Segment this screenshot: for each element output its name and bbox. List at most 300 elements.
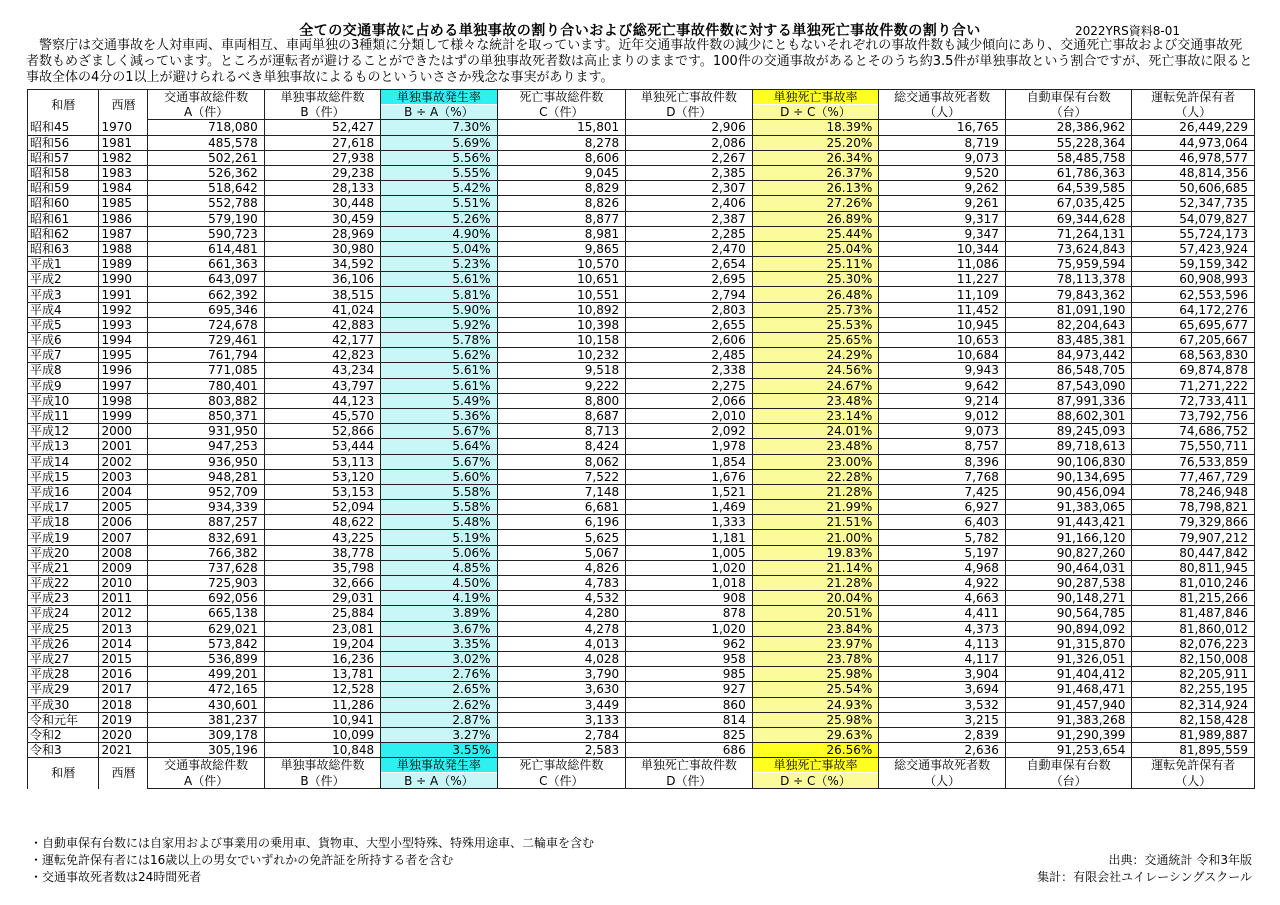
table-cell: 2,092 <box>626 424 753 439</box>
table-cell: 5,197 <box>879 545 1006 560</box>
table-cell: 90,148,271 <box>1005 591 1132 606</box>
table-cell: 931,950 <box>148 424 264 439</box>
table-cell: 761,794 <box>148 348 264 363</box>
table-cell: 2,086 <box>626 135 753 150</box>
table-cell: 2.65% <box>381 682 497 697</box>
table-cell: 6,196 <box>497 515 626 530</box>
cell-wareki: 平成3 <box>28 287 99 302</box>
table-cell: 88,602,301 <box>1005 408 1132 423</box>
table-cell: 19,204 <box>264 636 380 651</box>
table-cell: 81,989,887 <box>1132 727 1255 742</box>
cell-seireki: 2021 <box>99 743 148 758</box>
table-cell: 25.11% <box>752 257 879 272</box>
table-cell: 59,159,342 <box>1132 257 1255 272</box>
table-row <box>28 181 1255 196</box>
header-single-fatal-rate: 単独死亡事故率 <box>752 90 879 105</box>
table-cell: 2,387 <box>626 211 753 226</box>
table-cell: 9,943 <box>879 363 1006 378</box>
table-cell: 26.37% <box>752 165 879 180</box>
table-cell: 1,020 <box>626 621 753 636</box>
footer-header-unit: （台） <box>1005 773 1132 788</box>
table-cell: 11,109 <box>879 287 1006 302</box>
table-cell: 42,823 <box>264 348 380 363</box>
table-cell: 24.01% <box>752 424 879 439</box>
table-cell: 38,515 <box>264 287 380 302</box>
table-cell: 4,280 <box>497 606 626 621</box>
table-cell: 1,333 <box>626 515 753 530</box>
cell-wareki: 昭和58 <box>28 165 99 180</box>
table-cell: 21.28% <box>752 484 879 499</box>
table-cell: 3,904 <box>879 667 1006 682</box>
table-cell: 737,628 <box>148 560 264 575</box>
table-cell: 82,205,911 <box>1132 667 1255 682</box>
intro-text: 警察庁は交通事故を人対車両、車両相互、車両単独の3種類に分類して様々な統計を取っています。近年交通事故件数の減少にともないそれぞれの事故件数も減少傾向にあり、交通死亡事故および交通事故死者数もめざましく減っています。ところが運転者が避けることができたはずの単独事故死者数は高止まりのままです。100件の交通事故があるとそのうち約3.5件が単独事故という割合ですが、死亡事故に限ると事故全体の4分の1以上が避けられるべき単独事故によるものといういささか残念な事実があります。 <box>26 38 1253 85</box>
table-cell: 53,120 <box>264 469 380 484</box>
table-cell: 11,286 <box>264 697 380 712</box>
footer-header-seireki: 西暦 <box>99 758 148 788</box>
cell-wareki: 平成19 <box>28 530 99 545</box>
intro-paragraph <box>26 38 1254 86</box>
table-cell: 25,884 <box>264 606 380 621</box>
table-cell: 90,564,785 <box>1005 606 1132 621</box>
table-cell: 52,094 <box>264 500 380 515</box>
table-cell: 9,214 <box>879 393 1006 408</box>
cell-seireki: 2013 <box>99 621 148 636</box>
table-cell: 2,406 <box>626 196 753 211</box>
table-cell: 25.54% <box>752 682 879 697</box>
table-cell: 11,452 <box>879 302 1006 317</box>
table-cell: 78,113,378 <box>1005 272 1132 287</box>
cell-wareki: 平成26 <box>28 636 99 651</box>
table-cell: 5.58% <box>381 484 497 499</box>
table-cell: 84,973,442 <box>1005 348 1132 363</box>
table-cell: 50,606,685 <box>1132 181 1255 196</box>
table-cell: 1,181 <box>626 530 753 545</box>
table-cell: 10,398 <box>497 317 626 332</box>
table-cell: 665,138 <box>148 606 264 621</box>
footer-header-unit: A（件） <box>148 773 264 788</box>
cell-wareki: 平成9 <box>28 378 99 393</box>
table-cell: 4,117 <box>879 651 1006 666</box>
table-row <box>28 257 1255 272</box>
table-cell: 43,797 <box>264 378 380 393</box>
table-cell: 9,347 <box>879 226 1006 241</box>
table-cell: 9,518 <box>497 363 626 378</box>
table-cell: 502,261 <box>148 150 264 165</box>
cell-seireki: 1986 <box>99 211 148 226</box>
table-cell: 82,255,195 <box>1132 682 1255 697</box>
table-cell: 53,444 <box>264 439 380 454</box>
cell-seireki: 1970 <box>99 120 148 135</box>
cell-wareki: 昭和60 <box>28 196 99 211</box>
table-cell: 579,190 <box>148 211 264 226</box>
table-cell: 57,423,924 <box>1132 241 1255 256</box>
table-cell: 5.55% <box>381 165 497 180</box>
cell-seireki: 2018 <box>99 697 148 712</box>
table-cell: 5.42% <box>381 181 497 196</box>
document-code: 2022YRS資料8-01 <box>1074 24 1180 38</box>
table-cell: 4,113 <box>879 636 1006 651</box>
table-cell: 26.56% <box>752 743 879 758</box>
table-cell: 91,383,065 <box>1005 500 1132 515</box>
table-cell: 8,981 <box>497 226 626 241</box>
table-row <box>28 196 1255 211</box>
table-cell: 89,245,093 <box>1005 424 1132 439</box>
table-cell: 686 <box>626 743 753 758</box>
table-cell: 30,459 <box>264 211 380 226</box>
table-row <box>28 560 1255 575</box>
table-cell: 10,684 <box>879 348 1006 363</box>
cell-seireki: 1992 <box>99 302 148 317</box>
footnote: ・交通事故死者数は24時間死者 <box>30 870 202 884</box>
table-cell: 67,035,425 <box>1005 196 1132 211</box>
cell-seireki: 2009 <box>99 560 148 575</box>
table-cell: 23.14% <box>752 408 879 423</box>
table-cell: 4,968 <box>879 560 1006 575</box>
cell-seireki: 2000 <box>99 424 148 439</box>
table-cell: 6,403 <box>879 515 1006 530</box>
table-cell: 472,165 <box>148 682 264 697</box>
header-unit: （人） <box>1132 105 1255 120</box>
table-row <box>28 667 1255 682</box>
table-cell: 81,010,246 <box>1132 576 1255 591</box>
table-cell: 86,548,705 <box>1005 363 1132 378</box>
table-cell: 25.98% <box>752 712 879 727</box>
table-cell: 5.69% <box>381 135 497 150</box>
table-cell: 23.48% <box>752 393 879 408</box>
table-cell: 91,315,870 <box>1005 636 1132 651</box>
table-row <box>28 712 1255 727</box>
cell-wareki: 平成29 <box>28 682 99 697</box>
table-row <box>28 515 1255 530</box>
table-cell: 30,448 <box>264 196 380 211</box>
table-cell: 78,246,948 <box>1132 484 1255 499</box>
table-cell: 2,695 <box>626 272 753 287</box>
table-cell: 9,520 <box>879 165 1006 180</box>
table-cell: 5.23% <box>381 257 497 272</box>
table-cell: 2,267 <box>626 150 753 165</box>
header-total-deaths: 総交通事故死者数 <box>879 90 1006 105</box>
table-row <box>28 454 1255 469</box>
table-cell: 10,945 <box>879 317 1006 332</box>
table-cell: 662,392 <box>148 287 264 302</box>
table-cell: 6,681 <box>497 500 626 515</box>
header-unit: （人） <box>879 105 1006 120</box>
table-cell: 54,079,827 <box>1132 211 1255 226</box>
table-cell: 21.99% <box>752 500 879 515</box>
table-cell: 25.30% <box>752 272 879 287</box>
cell-wareki: 昭和62 <box>28 226 99 241</box>
table-cell: 8,800 <box>497 393 626 408</box>
source-credit: 出典：交通統計 令和3年版 <box>1108 853 1252 867</box>
table-cell: 15,801 <box>497 120 626 135</box>
table-cell: 766,382 <box>148 545 264 560</box>
table-cell: 22.28% <box>752 469 879 484</box>
footnotes <box>30 835 594 886</box>
table-cell: 71,264,131 <box>1005 226 1132 241</box>
table-row <box>28 226 1255 241</box>
table-cell: 5.49% <box>381 393 497 408</box>
footer-header-unit: （人） <box>879 773 1006 788</box>
table-cell: 908 <box>626 591 753 606</box>
table-cell: 79,907,212 <box>1132 530 1255 545</box>
table-cell: 3.89% <box>381 606 497 621</box>
table-cell: 89,718,613 <box>1005 439 1132 454</box>
table-cell: 55,228,364 <box>1005 135 1132 150</box>
table-cell: 5.48% <box>381 515 497 530</box>
table-cell: 8,829 <box>497 181 626 196</box>
table-cell: 55,724,173 <box>1132 226 1255 241</box>
table-row <box>28 393 1255 408</box>
table-cell: 90,894,092 <box>1005 621 1132 636</box>
footer-header-cell: 交通事故総件数 <box>148 758 264 773</box>
cell-seireki: 1997 <box>99 378 148 393</box>
table-cell: 1,469 <box>626 500 753 515</box>
table-row <box>28 272 1255 287</box>
table-cell: 20.04% <box>752 591 879 606</box>
cell-seireki: 1982 <box>99 150 148 165</box>
table-cell: 5.56% <box>381 150 497 165</box>
table-cell: 58,485,758 <box>1005 150 1132 165</box>
cell-wareki: 昭和63 <box>28 241 99 256</box>
table-cell: 67,205,667 <box>1132 333 1255 348</box>
cell-seireki: 2011 <box>99 591 148 606</box>
table-cell: 91,253,654 <box>1005 743 1132 758</box>
cell-seireki: 2016 <box>99 667 148 682</box>
table-cell: 73,624,843 <box>1005 241 1132 256</box>
table-row <box>28 333 1255 348</box>
table-cell: 2,338 <box>626 363 753 378</box>
table-cell: 53,153 <box>264 484 380 499</box>
cell-seireki: 2007 <box>99 530 148 545</box>
cell-seireki: 1991 <box>99 287 148 302</box>
cell-seireki: 2006 <box>99 515 148 530</box>
table-cell: 3.67% <box>381 621 497 636</box>
table-cell: 12,528 <box>264 682 380 697</box>
cell-wareki: 平成8 <box>28 363 99 378</box>
cell-wareki: 令和2 <box>28 727 99 742</box>
cell-wareki: 令和元年 <box>28 712 99 727</box>
table-cell: 90,287,538 <box>1005 576 1132 591</box>
table-cell: 1,521 <box>626 484 753 499</box>
header-unit: B ÷ A（%） <box>381 105 497 120</box>
table-cell: 91,326,051 <box>1005 651 1132 666</box>
table-cell: 573,842 <box>148 636 264 651</box>
table-cell: 35,798 <box>264 560 380 575</box>
table-cell: 9,222 <box>497 378 626 393</box>
table-cell: 5.36% <box>381 408 497 423</box>
table-cell: 2,010 <box>626 408 753 423</box>
footer-header-cell: 運転免許保有者 <box>1132 758 1255 773</box>
header-unit: D ÷ C（%） <box>752 105 879 120</box>
table-cell: 2,655 <box>626 317 753 332</box>
cell-wareki: 平成10 <box>28 393 99 408</box>
header-unit: C（件） <box>497 105 626 120</box>
cell-wareki: 平成12 <box>28 424 99 439</box>
table-cell: 947,253 <box>148 439 264 454</box>
table-cell: 1,676 <box>626 469 753 484</box>
table-cell: 8,877 <box>497 211 626 226</box>
table-cell: 2,066 <box>626 393 753 408</box>
footer-header-cell: 総交通事故死者数 <box>879 758 1006 773</box>
cell-wareki: 昭和56 <box>28 135 99 150</box>
table-cell: 75,550,711 <box>1132 439 1255 454</box>
table-cell: 79,843,362 <box>1005 287 1132 302</box>
table-row <box>28 378 1255 393</box>
table-row <box>28 241 1255 256</box>
table-cell: 4.85% <box>381 560 497 575</box>
table-cell: 5.67% <box>381 424 497 439</box>
table-cell: 26.89% <box>752 211 879 226</box>
cell-wareki: 平成1 <box>28 257 99 272</box>
table-row <box>28 621 1255 636</box>
table-cell: 803,882 <box>148 393 264 408</box>
table-row <box>28 135 1255 150</box>
table-row <box>28 651 1255 666</box>
table-cell: 10,570 <box>497 257 626 272</box>
cell-wareki: 昭和61 <box>28 211 99 226</box>
cell-wareki: 平成16 <box>28 484 99 499</box>
cell-seireki: 2002 <box>99 454 148 469</box>
cell-wareki: 平成21 <box>28 560 99 575</box>
cell-seireki: 1995 <box>99 348 148 363</box>
table-cell: 91,457,940 <box>1005 697 1132 712</box>
table-cell: 8,396 <box>879 454 1006 469</box>
table-cell: 60,908,993 <box>1132 272 1255 287</box>
table-cell: 30,980 <box>264 241 380 256</box>
table-cell: 4,411 <box>879 606 1006 621</box>
table-cell: 76,533,859 <box>1132 454 1255 469</box>
table-cell: 7,425 <box>879 484 1006 499</box>
table-cell: 718,080 <box>148 120 264 135</box>
table-cell: 10,848 <box>264 743 380 758</box>
table-cell: 75,959,594 <box>1005 257 1132 272</box>
table-cell: 3.35% <box>381 636 497 651</box>
table-cell: 7,522 <box>497 469 626 484</box>
table-cell: 2,470 <box>626 241 753 256</box>
cell-seireki: 1984 <box>99 181 148 196</box>
table-cell: 82,150,008 <box>1132 651 1255 666</box>
table-cell: 692,056 <box>148 591 264 606</box>
table-cell: 81,091,190 <box>1005 302 1132 317</box>
table-cell: 82,158,428 <box>1132 712 1255 727</box>
table-cell: 25.98% <box>752 667 879 682</box>
footer-header-cell: 死亡事故総件数 <box>497 758 626 773</box>
table-row <box>28 302 1255 317</box>
table-cell: 82,204,643 <box>1005 317 1132 332</box>
table-cell: 661,363 <box>148 257 264 272</box>
table-row <box>28 545 1255 560</box>
table-cell: 780,401 <box>148 378 264 393</box>
table-cell: 2,794 <box>626 287 753 302</box>
table-cell: 4.90% <box>381 226 497 241</box>
cell-wareki: 昭和45 <box>28 120 99 135</box>
header-single-accidents: 単独事故総件数 <box>264 90 380 105</box>
table-cell: 5.58% <box>381 500 497 515</box>
table-cell: 87,543,090 <box>1005 378 1132 393</box>
table-cell: 19.83% <box>752 545 879 560</box>
table-cell: 23.00% <box>752 454 879 469</box>
table-row <box>28 469 1255 484</box>
table-cell: 9,262 <box>879 181 1006 196</box>
header-vehicles: 自動車保有台数 <box>1005 90 1132 105</box>
table-cell: 5.90% <box>381 302 497 317</box>
table-cell: 45,570 <box>264 408 380 423</box>
table-row <box>28 727 1255 742</box>
table-cell: 90,827,260 <box>1005 545 1132 560</box>
table-cell: 9,012 <box>879 408 1006 423</box>
table-cell: 25.73% <box>752 302 879 317</box>
table-cell: 5.81% <box>381 287 497 302</box>
table-cell: 9,261 <box>879 196 1006 211</box>
table-cell: 430,601 <box>148 697 264 712</box>
table-cell: 9,073 <box>879 424 1006 439</box>
table-cell: 43,234 <box>264 363 380 378</box>
table-cell: 814 <box>626 712 753 727</box>
table-cell: 724,678 <box>148 317 264 332</box>
table-cell: 878 <box>626 606 753 621</box>
cell-seireki: 1981 <box>99 135 148 150</box>
cell-wareki: 平成18 <box>28 515 99 530</box>
table-cell: 9,045 <box>497 165 626 180</box>
table-cell: 52,866 <box>264 424 380 439</box>
table-cell: 80,447,842 <box>1132 545 1255 560</box>
table-cell: 2,784 <box>497 727 626 742</box>
cell-seireki: 2012 <box>99 606 148 621</box>
table-cell: 5,782 <box>879 530 1006 545</box>
table-cell: 3,532 <box>879 697 1006 712</box>
table-cell: 25.65% <box>752 333 879 348</box>
table-cell: 2.62% <box>381 697 497 712</box>
table-cell: 28,386,962 <box>1005 120 1132 135</box>
table-cell: 4,373 <box>879 621 1006 636</box>
table-cell: 860 <box>626 697 753 712</box>
header-unit: B（件） <box>264 105 380 120</box>
table-cell: 4,783 <box>497 576 626 591</box>
table-cell: 2,906 <box>626 120 753 135</box>
cell-seireki: 2005 <box>99 500 148 515</box>
table-row <box>28 348 1255 363</box>
table-cell: 5.64% <box>381 439 497 454</box>
cell-wareki: 平成22 <box>28 576 99 591</box>
table-cell: 21.00% <box>752 530 879 545</box>
table-cell: 4,028 <box>497 651 626 666</box>
table-cell: 90,464,031 <box>1005 560 1132 575</box>
table-cell: 729,461 <box>148 333 264 348</box>
table-cell: 27,618 <box>264 135 380 150</box>
table-cell: 381,237 <box>148 712 264 727</box>
table-cell: 68,563,830 <box>1132 348 1255 363</box>
table-cell: 10,344 <box>879 241 1006 256</box>
table-cell: 91,404,412 <box>1005 667 1132 682</box>
table-cell: 61,786,363 <box>1005 165 1132 180</box>
cell-wareki: 昭和57 <box>28 150 99 165</box>
table-cell: 4,922 <box>879 576 1006 591</box>
table-cell: 2,839 <box>879 727 1006 742</box>
table-cell: 11,227 <box>879 272 1006 287</box>
table-cell: 48,622 <box>264 515 380 530</box>
document-title: 全ての交通事故に占める単独事故の割り合いおよび総死亡事故件数に対する単独死亡事故件数の割り合い <box>299 23 981 39</box>
table-cell: 91,290,399 <box>1005 727 1132 742</box>
table-row <box>28 287 1255 302</box>
table-cell: 83,485,381 <box>1005 333 1132 348</box>
table-cell: 65,695,677 <box>1132 317 1255 332</box>
table-cell: 5.19% <box>381 530 497 545</box>
table-row <box>28 591 1255 606</box>
table-cell: 38,778 <box>264 545 380 560</box>
cell-seireki: 2010 <box>99 576 148 591</box>
table-cell: 13,781 <box>264 667 380 682</box>
